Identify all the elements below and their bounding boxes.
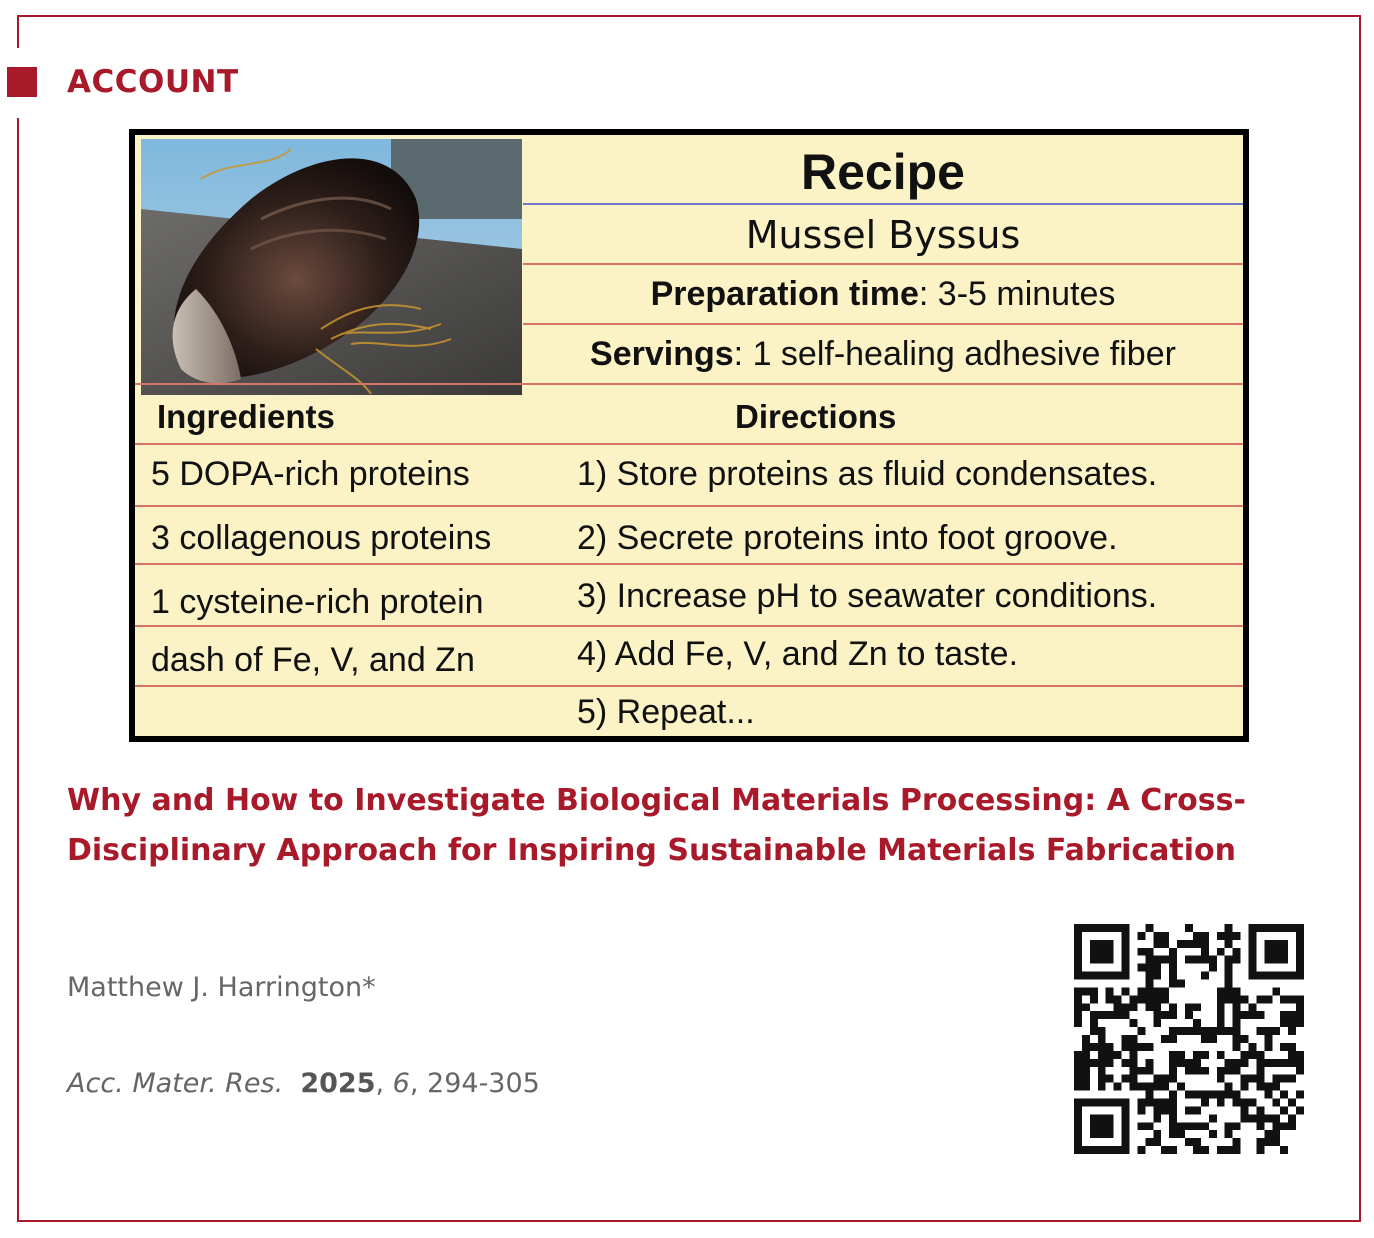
citation-pages: 294-305 [427,1068,540,1099]
recipe-card-figure [129,129,1249,742]
citation-year: 2025 [300,1068,376,1099]
direction-step: 5) Repeat... [577,693,755,731]
section-tag-marker [7,67,37,97]
rule-line [135,685,1243,687]
ingredient-item: dash of Fe, V, and Zn [151,641,475,679]
servings-value: : 1 self-healing adhesive fiber [733,335,1176,373]
recipe-subtitle: Mussel Byssus [745,213,1021,257]
article-author: Matthew J. Harrington* [67,972,376,1003]
servings-label: Servings [590,335,734,373]
ingredient-item: 3 collagenous proteins [151,519,492,557]
rule-line [523,203,1243,205]
rule-line [135,443,1243,445]
recipe-title: Recipe [801,144,965,200]
rule-line [135,505,1243,507]
rule-line [135,625,1243,627]
ingredient-item: 1 cysteine-rich protein [151,583,484,621]
qr-code-icon[interactable] [1074,924,1304,1154]
direction-step: 2) Secrete proteins into foot groove. [577,519,1118,557]
rule-line [523,323,1243,325]
article-title[interactable]: Why and How to Investigate Biological Materials Processing: A Cross-Disciplinary Approach for Inspiring Sustainable Materials Fabrication [67,783,1246,868]
citation-volume: 6 [392,1068,410,1099]
recipe-prep-time [523,275,1243,314]
direction-step: 1) Store proteins as fluid condensates. [577,455,1158,493]
rule-line [523,263,1243,265]
mussel-photo [141,139,522,395]
ingredients-header: Ingredients [157,398,335,435]
article-citation: Acc. Mater. Res. 2025, 6, 294-305 [67,1068,540,1099]
journal-name: Acc. Mater. Res. [67,1068,284,1099]
rule-line [135,383,1243,385]
prep-value: : 3-5 minutes [918,275,1116,313]
rule-line [135,563,1243,565]
ingredient-item: 5 DOPA-rich proteins [151,455,470,493]
direction-step: 3) Increase pH to seawater conditions. [577,577,1158,615]
direction-step: 4) Add Fe, V, and Zn to taste. [577,635,1019,673]
recipe-servings [523,335,1243,374]
directions-header: Directions [735,398,897,435]
section-tag: ACCOUNT [67,64,239,100]
prep-label: Preparation time [650,275,919,313]
